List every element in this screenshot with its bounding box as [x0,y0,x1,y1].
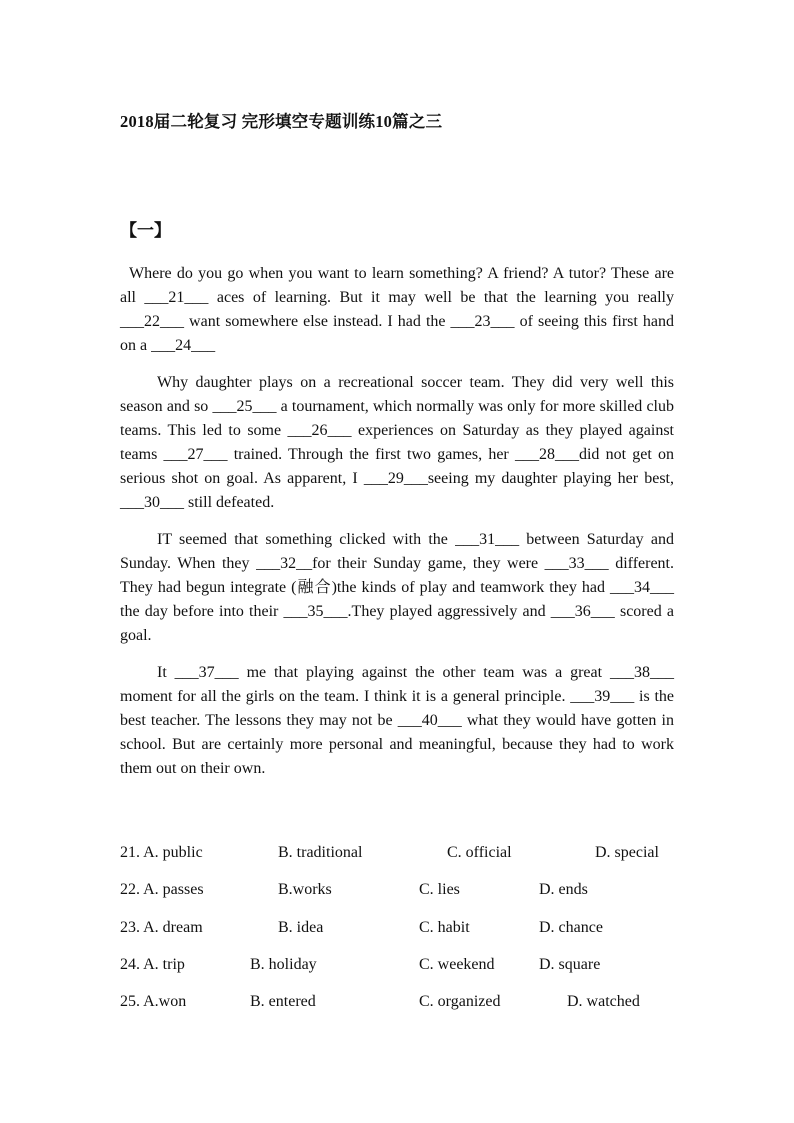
option-c: C. weekend [419,955,495,973]
option-d: D. special [595,844,659,861]
option-d: D. chance [539,918,603,936]
passage-paragraph-2: Why daughter plays on a recreational soccer team. They did very well this season and so ___25___ a tournament, which normally was only for more skilled club teams. This led to some ___26___ experiences on Saturday as they played against teams ___27___ trained. Through the first two games, her ___28___did not get on serious shot on goal. As apparent, I ___29___seeing my daughter playing her best, ___30___ still defeated. [120,374,674,511]
option-a: 25. A.won [120,993,187,1011]
option-row-21 [120,844,680,881]
option-b: B. holiday [250,955,317,973]
option-c: C. official [447,844,512,861]
option-a: 24. A. trip [120,955,185,973]
option-d: D. ends [539,881,588,899]
option-b: B. traditional [278,844,363,861]
passage-paragraph-3: IT seemed that something clicked with the ___31___ between Saturday and Sunday. When they ___32__for their Sunday game, they were ___33___ different. They had begun integrate (融合)the kinds of play and teamwork they had ___34___ the day before into their ___35___.They played aggressively and ___36___ scored a goal. [120,531,674,644]
option-row-24 [120,956,680,993]
option-c: C. habit [419,918,470,936]
option-row-22 [120,881,680,918]
cloze-passage [120,262,674,794]
answer-options [120,844,680,1030]
option-c: C. lies [419,881,460,899]
option-a: 21. A. public [120,844,203,861]
document-title: 2018届二轮复习 完形填空专题训练10篇之三 [120,112,443,131]
option-row-25 [120,993,680,1030]
option-c: C. organized [419,993,501,1011]
option-a: 23. A. dream [120,918,203,936]
option-d: D. watched [567,993,640,1011]
passage-paragraph-1: Where do you go when you want to learn something? A friend? A tutor? These are all ___21___ aces of learning. But it may well be that the learning you really ___22___ want somewhere else instead. I had the ___23___ of seeing this first hand on a ___24___ [120,265,674,354]
passage-paragraph-4: It ___37___ me that playing against the other team was a great ___38___ moment for all the girls on the team. I think it is a general principle. ___39___ is the best teacher. The lessons they may not be ___40___ what they would have gotten in school. But are certainly more personal and meaningful, because they had to work them out on their own. [120,664,674,777]
option-d: D. square [539,955,601,973]
option-a: 22. A. passes [120,881,204,899]
option-b: B.works [278,881,332,899]
option-row-23 [120,919,680,956]
option-b: B. idea [278,918,324,936]
option-b: B. entered [250,993,316,1011]
section-label: 【一】 [120,221,171,240]
